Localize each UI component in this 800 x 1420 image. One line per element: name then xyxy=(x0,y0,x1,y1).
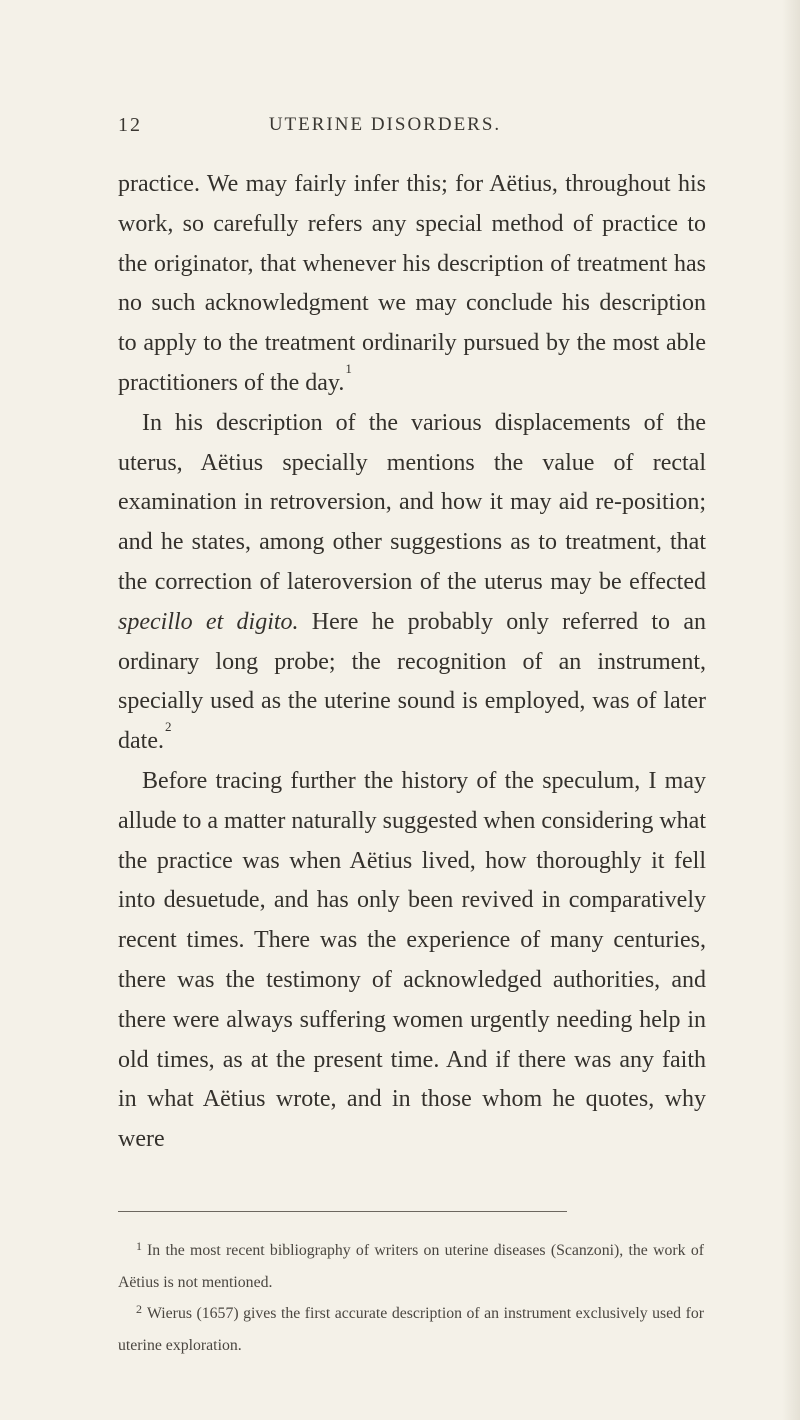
page-number: 12 xyxy=(118,114,142,136)
paragraph-1-text: practice. We may fairly infer this; for Aëtius, throughout his work, so carefully refers any special method of practice to the originator, that whenever his description of treatment has no such acknowledgment we may conclude his description to apply to the treatment ordinarily pursued by the most able practitioners of the day. xyxy=(118,171,706,396)
body-text xyxy=(118,165,706,1160)
paragraph-2-text-end: Here he probably only referred to an ordinary long probe; the recognition of an instrument, specially used as the uterine sound is employed, was of later date. xyxy=(118,608,706,755)
footnote-1 xyxy=(118,1235,704,1298)
footnote-marker-1: 1 xyxy=(136,1239,142,1253)
footnote-text-1: In the most recent bibliography of writers on uterine diseases (Scanzoni), the work of Aëtius is not mentioned. xyxy=(118,1242,704,1291)
paragraph-3-text: Before tracing further the history of the speculum, I may allude to a matter naturally suggested when considering what the practice was when Aëtius lived, how thoroughly it fell into desuetude, and has only been revived in comparatively recent times. There was the experience of many centuries, there was the testimony of acknowledged authorities, and there were always suffering women urgently needing help in old times, as at the present time. And if there was any faith in what Aëtius wrote, and in those whom he quotes, why were xyxy=(118,767,706,1153)
running-head: UTERINE DISORDERS. xyxy=(268,114,502,135)
paragraph-1 xyxy=(118,165,706,404)
footnote-divider xyxy=(118,1211,567,1212)
footnote-reference-2: 2 xyxy=(164,719,172,735)
page-edge-shadow xyxy=(782,0,800,1420)
footnote-text-2: Wierus (1657) gives the first accurate description of an instrument exclusively used for uterine exploration. xyxy=(118,1305,704,1354)
paragraph-2-text-start: In his description of the various displacements of the uterus, Aëtius specially mentions the value of rectal examination in retroversion, and how it may aid re-position; and he states, among other suggestions as to treatment, that the correction of lateroversion of the uterus may be effected xyxy=(118,409,706,595)
footnotes xyxy=(118,1235,704,1361)
footnote-reference-1: 1 xyxy=(345,360,352,376)
paragraph-3 xyxy=(118,762,706,1160)
page-header xyxy=(118,110,684,140)
paragraph-2 xyxy=(118,404,706,762)
footnote-2 xyxy=(118,1298,704,1361)
latin-phrase: specillo et digito. xyxy=(118,608,299,635)
footnote-marker-2: 2 xyxy=(136,1302,142,1316)
